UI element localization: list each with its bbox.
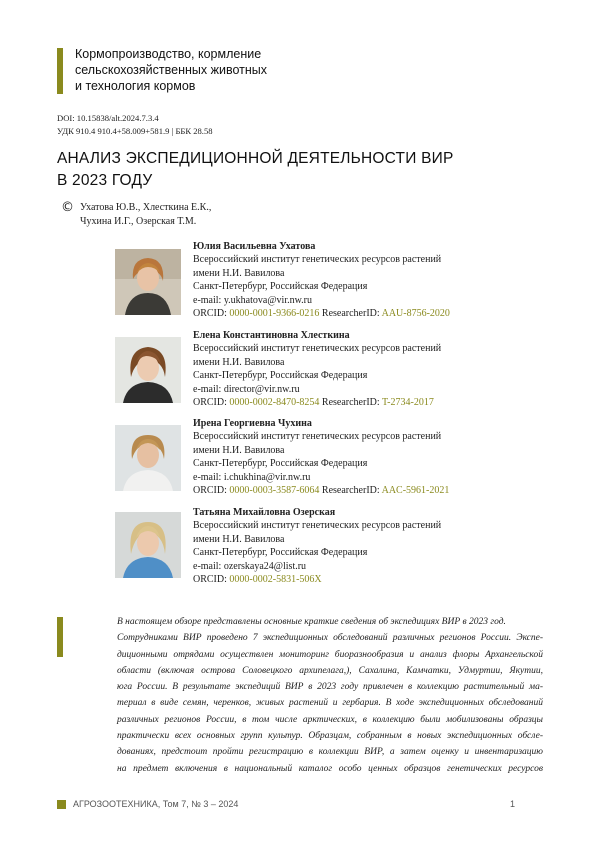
orcid-link[interactable]: 0000-0003-3587-6064 bbox=[229, 485, 320, 497]
author-org: имени Н.И. Вавилова bbox=[193, 533, 285, 545]
author-name: Юлия Васильевна Ухатова bbox=[193, 241, 316, 252]
copyright-authors-line: Чухина И.Г., Озерская Т.М. bbox=[80, 215, 197, 227]
abstract-line: юга России. В результате экспедиций ВИР в 2023 году привлечен в коллекцию растительный ма- bbox=[117, 682, 543, 693]
section-title-line: Кормопроизводство, кормление bbox=[75, 47, 262, 61]
author-name: Елена Константиновна Хлесткина bbox=[193, 330, 350, 341]
researcher-id-link[interactable]: AAC-5961-2021 bbox=[381, 485, 450, 497]
copyright-icon: © bbox=[61, 200, 74, 215]
copyright-authors bbox=[80, 201, 211, 228]
article-title bbox=[57, 148, 454, 192]
abstract-line: В настоящем обзоре представлены основные краткие сведения об экспедициях ВИР в 2023 год. bbox=[117, 617, 506, 627]
orcid-link[interactable]: 0000-0002-5831-506X bbox=[229, 574, 322, 586]
author-name: Ирена Георгиевна Чухина bbox=[193, 418, 312, 429]
researcher-id-link[interactable]: AAU-8756-2020 bbox=[381, 308, 450, 320]
abstract-line: Сотрудниками ВИР проведено 7 экспедиционных обследований различных регионов России. Экспе- bbox=[117, 633, 543, 644]
abstract-line: различных регионов России, в том числе арктических, в коллекцию были мобилизованы образцы bbox=[117, 714, 543, 725]
section-title bbox=[75, 46, 267, 94]
author-email[interactable]: e-mail: ozerskaya24@list.ru bbox=[193, 560, 307, 572]
page-number: 1 bbox=[510, 799, 516, 809]
researcher-id-link[interactable]: T-2734-2017 bbox=[381, 397, 434, 409]
abstract bbox=[117, 614, 543, 777]
abstract-line: на предмет включения в национальный каталог особо ценных образцов генетических ресурсов bbox=[117, 763, 543, 774]
article-title-line: АНАЛИЗ ЭКСПЕДИЦИОННОЙ ДЕЯТЕЛЬНОСТИ ВИР bbox=[57, 150, 454, 167]
author-org: Всероссийский институт генетических ресурсов растений bbox=[193, 431, 442, 443]
author-email[interactable]: e-mail: director@vir.nw.ru bbox=[193, 383, 300, 395]
orcid-link[interactable]: 0000-0001-9366-0216 bbox=[229, 308, 320, 320]
orcid-label: ORCID: bbox=[193, 397, 230, 409]
author-org: имени Н.И. Вавилова bbox=[193, 444, 285, 456]
section-title-line: сельскохозяйственных животных bbox=[75, 63, 267, 77]
author-info bbox=[193, 506, 441, 586]
author-city: Санкт-Петербург, Российская Федерация bbox=[193, 547, 368, 559]
author-city: Санкт-Петербург, Российская Федерация bbox=[193, 281, 368, 293]
author-photo bbox=[115, 512, 181, 578]
footer-square-icon bbox=[57, 800, 66, 809]
abstract-line: териал в виде семян, черенков, живых растений и гербария. В ходе экспедиционных обследований bbox=[117, 698, 543, 709]
orcid-label: ORCID: bbox=[193, 308, 230, 320]
abstract-accent-bar bbox=[57, 617, 63, 657]
abstract-line: области (включая острова Соловецкого архипелага,), Сахалина, Камчатки, Удмуртии, Якутии, bbox=[117, 665, 543, 676]
author-ids bbox=[193, 307, 450, 320]
author-email[interactable]: e-mail: i.chukhina@vir.nw.ru bbox=[193, 471, 311, 483]
researcher-id-label: ResearcherID: bbox=[319, 308, 382, 320]
doi[interactable]: DOI: 10.15838/alt.2024.7.3.4 bbox=[57, 113, 159, 123]
author-photo bbox=[115, 425, 181, 491]
author-org: Всероссийский институт генетических ресурсов растений bbox=[193, 343, 442, 355]
author-ids bbox=[193, 396, 441, 409]
author-info bbox=[193, 417, 449, 497]
author-city: Санкт-Петербург, Российская Федерация bbox=[193, 458, 368, 470]
author-photo bbox=[115, 337, 181, 403]
researcher-id-label: ResearcherID: bbox=[319, 485, 382, 497]
article-title-line: В 2023 ГОДУ bbox=[57, 172, 153, 189]
author-info bbox=[193, 329, 441, 409]
orcid-label: ORCID: bbox=[193, 574, 230, 586]
abstract-line: дованиях, предстоит пройти регистрацию в коллекции ВИР, а затем оценку и инвентаризацию bbox=[117, 747, 543, 758]
author-name: Татьяна Михайловна Озерская bbox=[193, 507, 336, 518]
author-org: имени Н.И. Вавилова bbox=[193, 356, 285, 368]
abstract-line: практически всех основных групп культур. Образцам, собранным в новых экспедиционных обсле- bbox=[117, 731, 543, 742]
author-org: Всероссийский институт генетических ресурсов растений bbox=[193, 254, 442, 266]
section-title-line: и технология кормов bbox=[75, 79, 196, 93]
orcid-label: ORCID: bbox=[193, 485, 230, 497]
author-email[interactable]: e-mail: y.ukhatova@vir.nw.ru bbox=[193, 294, 312, 306]
author-org: Всероссийский институт генетических ресурсов растений bbox=[193, 520, 442, 532]
author-info bbox=[193, 240, 450, 320]
journal-footer: АГРОЗООТЕХНИКА, Том 7, № 3 – 2024 bbox=[73, 799, 239, 809]
orcid-link[interactable]: 0000-0002-8470-8254 bbox=[229, 397, 320, 409]
abstract-line: диционными отрядами осуществлен мониторинг биоразнообразия и анализ флоры Архангельской bbox=[117, 649, 543, 660]
author-org: имени Н.И. Вавилова bbox=[193, 267, 285, 279]
udk: УДК 910.4 910.4+58.009+581.9 | ББК 28.58 bbox=[57, 126, 213, 136]
author-ids bbox=[193, 573, 441, 586]
author-ids bbox=[193, 484, 449, 497]
copyright-authors-line: Ухатова Ю.В., Хлесткина Е.К., bbox=[80, 202, 212, 213]
author-photo bbox=[115, 249, 181, 315]
section-accent-bar bbox=[57, 48, 63, 94]
researcher-id-label: ResearcherID: bbox=[319, 397, 382, 409]
author-city: Санкт-Петербург, Российская Федерация bbox=[193, 370, 368, 382]
